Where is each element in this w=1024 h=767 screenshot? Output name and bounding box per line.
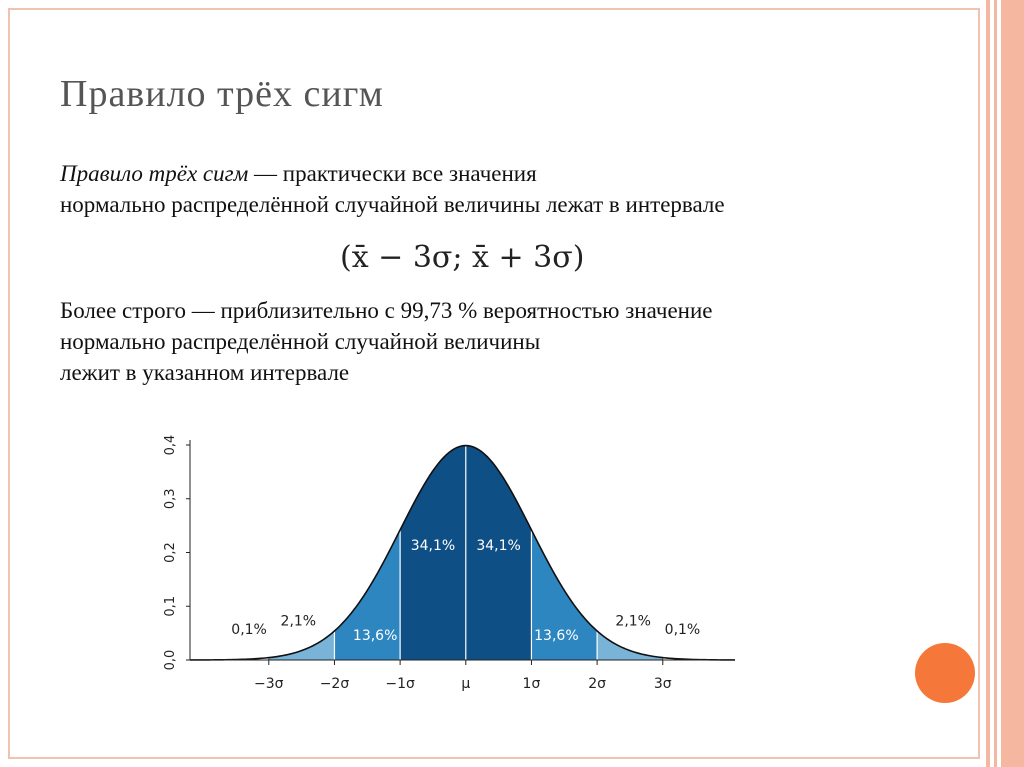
region-label-1: 13,6% [352, 628, 398, 645]
y-tick-label-3: 0,3 [163, 488, 178, 510]
para2-line3: лежит в указанном интервале [60, 360, 350, 385]
tail-label-left: 0,1% [231, 622, 267, 639]
y-tick-label-0: 0,0 [163, 649, 178, 671]
x-tick-label-0: −3σ [254, 676, 284, 692]
para2-line1: Более строго — приблизительно с 99,73 % вероятностью значение [60, 298, 713, 323]
y-tick-label-1: 0,1 [163, 595, 178, 617]
x-tick-label-2: −1σ [385, 676, 415, 692]
paragraph-definition [60, 158, 725, 220]
x-tick-label-6: 3σ [653, 676, 672, 692]
y-tick-label-4: 0,4 [163, 434, 178, 456]
paragraph-precise [60, 295, 713, 388]
region-label-4: 13,6% [534, 628, 579, 645]
y-tick-label-2: 0,2 [163, 542, 178, 563]
decorative-circle [915, 643, 975, 703]
region-label-0: 2,1% [280, 613, 317, 630]
region-label-5: 2,1% [615, 613, 652, 630]
para1-line2: нормально распределённой случайной величины лежат в интервале [60, 192, 725, 217]
stripe-2 [994, 0, 997, 767]
stripe-3 [1001, 0, 1024, 767]
interval-formula: (x̄ − 3σ; x̄ + 3σ) [340, 240, 585, 275]
x-tick-label-4: 1σ [522, 676, 541, 692]
term-italic: Правило трёх сигм [60, 161, 249, 186]
region-label-3: 34,1% [476, 537, 521, 554]
slide-title: Правило трёх сигм [60, 73, 384, 115]
para2-line2: нормально распределённой случайной величины [60, 329, 541, 354]
tail-label-right: 0,1% [664, 622, 701, 639]
para1-rest: — практически все значения [248, 161, 537, 186]
x-tick-label-1: −2σ [319, 676, 350, 692]
x-tick-label-3: μ [461, 676, 471, 692]
region-label-2: 34,1% [410, 537, 456, 554]
stripe-1 [986, 0, 990, 767]
x-tick-label-5: 2σ [588, 676, 606, 692]
normal-distribution-chart [150, 425, 750, 705]
